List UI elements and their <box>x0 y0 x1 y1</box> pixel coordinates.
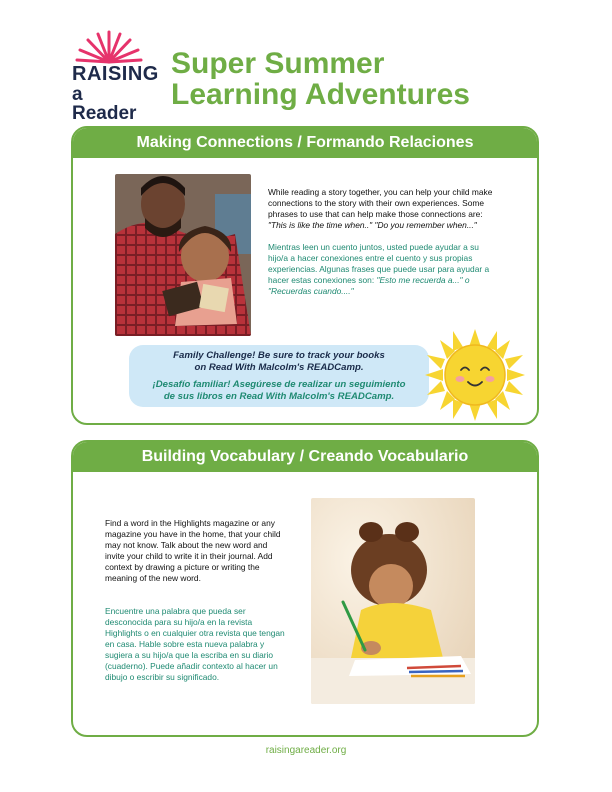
vocabulary-spanish: Encuentre una palabra que pueda ser desconocida para su hijo/a en la revista Highlights o en cualquier otra revista que tengan en casa. Hable sobre esta nueva palabra y sugiera a su hijo/a que la escriba en su diario (cuaderno). Puede añadir contexto al hacer un dibujo o escribir su significado. <box>105 606 285 682</box>
challenge-english-line2: on Read With Malcolm's READCamp. <box>194 362 364 373</box>
connections-english <box>268 187 500 231</box>
footer-website[interactable]: raisingareader.org <box>265 745 347 756</box>
smiling-sun-icon <box>423 327 527 423</box>
challenge-spanish-line2: de sus libros en Read With Malcolm's READCamp. <box>163 391 395 402</box>
logo-word-a-reader: a Reader <box>72 84 137 124</box>
vocabulary-english: Find a word in the Highlights magazine or any magazine you have in the home, that your child may not know. Talk about the new word and invite your child to write it in their journal. Add context by drawing a picture or writing the meaning of the new word. <box>105 518 281 583</box>
vocabulary-text <box>105 518 287 683</box>
connections-spanish-intro: Mientras leen un cuento juntos, usted puede ayudar a su hijo/a a hacer conexiones entre el cuento y sus propias experiencias. Algunas frases que puede usar para ayudar a hacer estas conexiones son: <box>268 242 490 285</box>
connections-spanish <box>268 242 500 297</box>
raising-a-reader-logo <box>68 28 159 124</box>
connections-text <box>268 187 500 297</box>
challenge-english-line1: Family Challenge! Be sure to track your books <box>173 350 385 361</box>
connections-spanish-quote: "Esto me recuerda a..." o "Recuerdas cuando...." <box>268 275 470 296</box>
logo-word-raising: RAISING <box>72 63 159 85</box>
making-connections-section <box>71 126 539 425</box>
girl-drawing-photo <box>311 498 475 704</box>
connections-english-intro: While reading a story together, you can help your child make connections to the story with their own experiences. Some phrases to use that can help make those connections are: <box>268 187 493 219</box>
challenge-english <box>129 345 429 374</box>
father-child-reading-photo <box>115 174 251 336</box>
page-title-line1: Super Summer <box>171 47 385 80</box>
page-title <box>171 48 470 110</box>
page-title-line2: Learning Adventures <box>171 78 470 111</box>
challenge-spanish-line1: ¡Desafío familiar! Asegúrese de realizar un seguimiento <box>152 379 406 390</box>
section-heading: Making Connections / Formando Relaciones <box>73 128 537 158</box>
section-heading: Building Vocabulary / Creando Vocabulario <box>73 442 537 472</box>
building-vocabulary-section <box>71 440 539 737</box>
challenge-spanish <box>129 374 429 403</box>
connections-english-quote: "This is like the time when.." "Do you remember when..." <box>268 220 477 230</box>
family-challenge-box <box>129 345 429 407</box>
sunburst-logo-icon <box>74 28 144 64</box>
